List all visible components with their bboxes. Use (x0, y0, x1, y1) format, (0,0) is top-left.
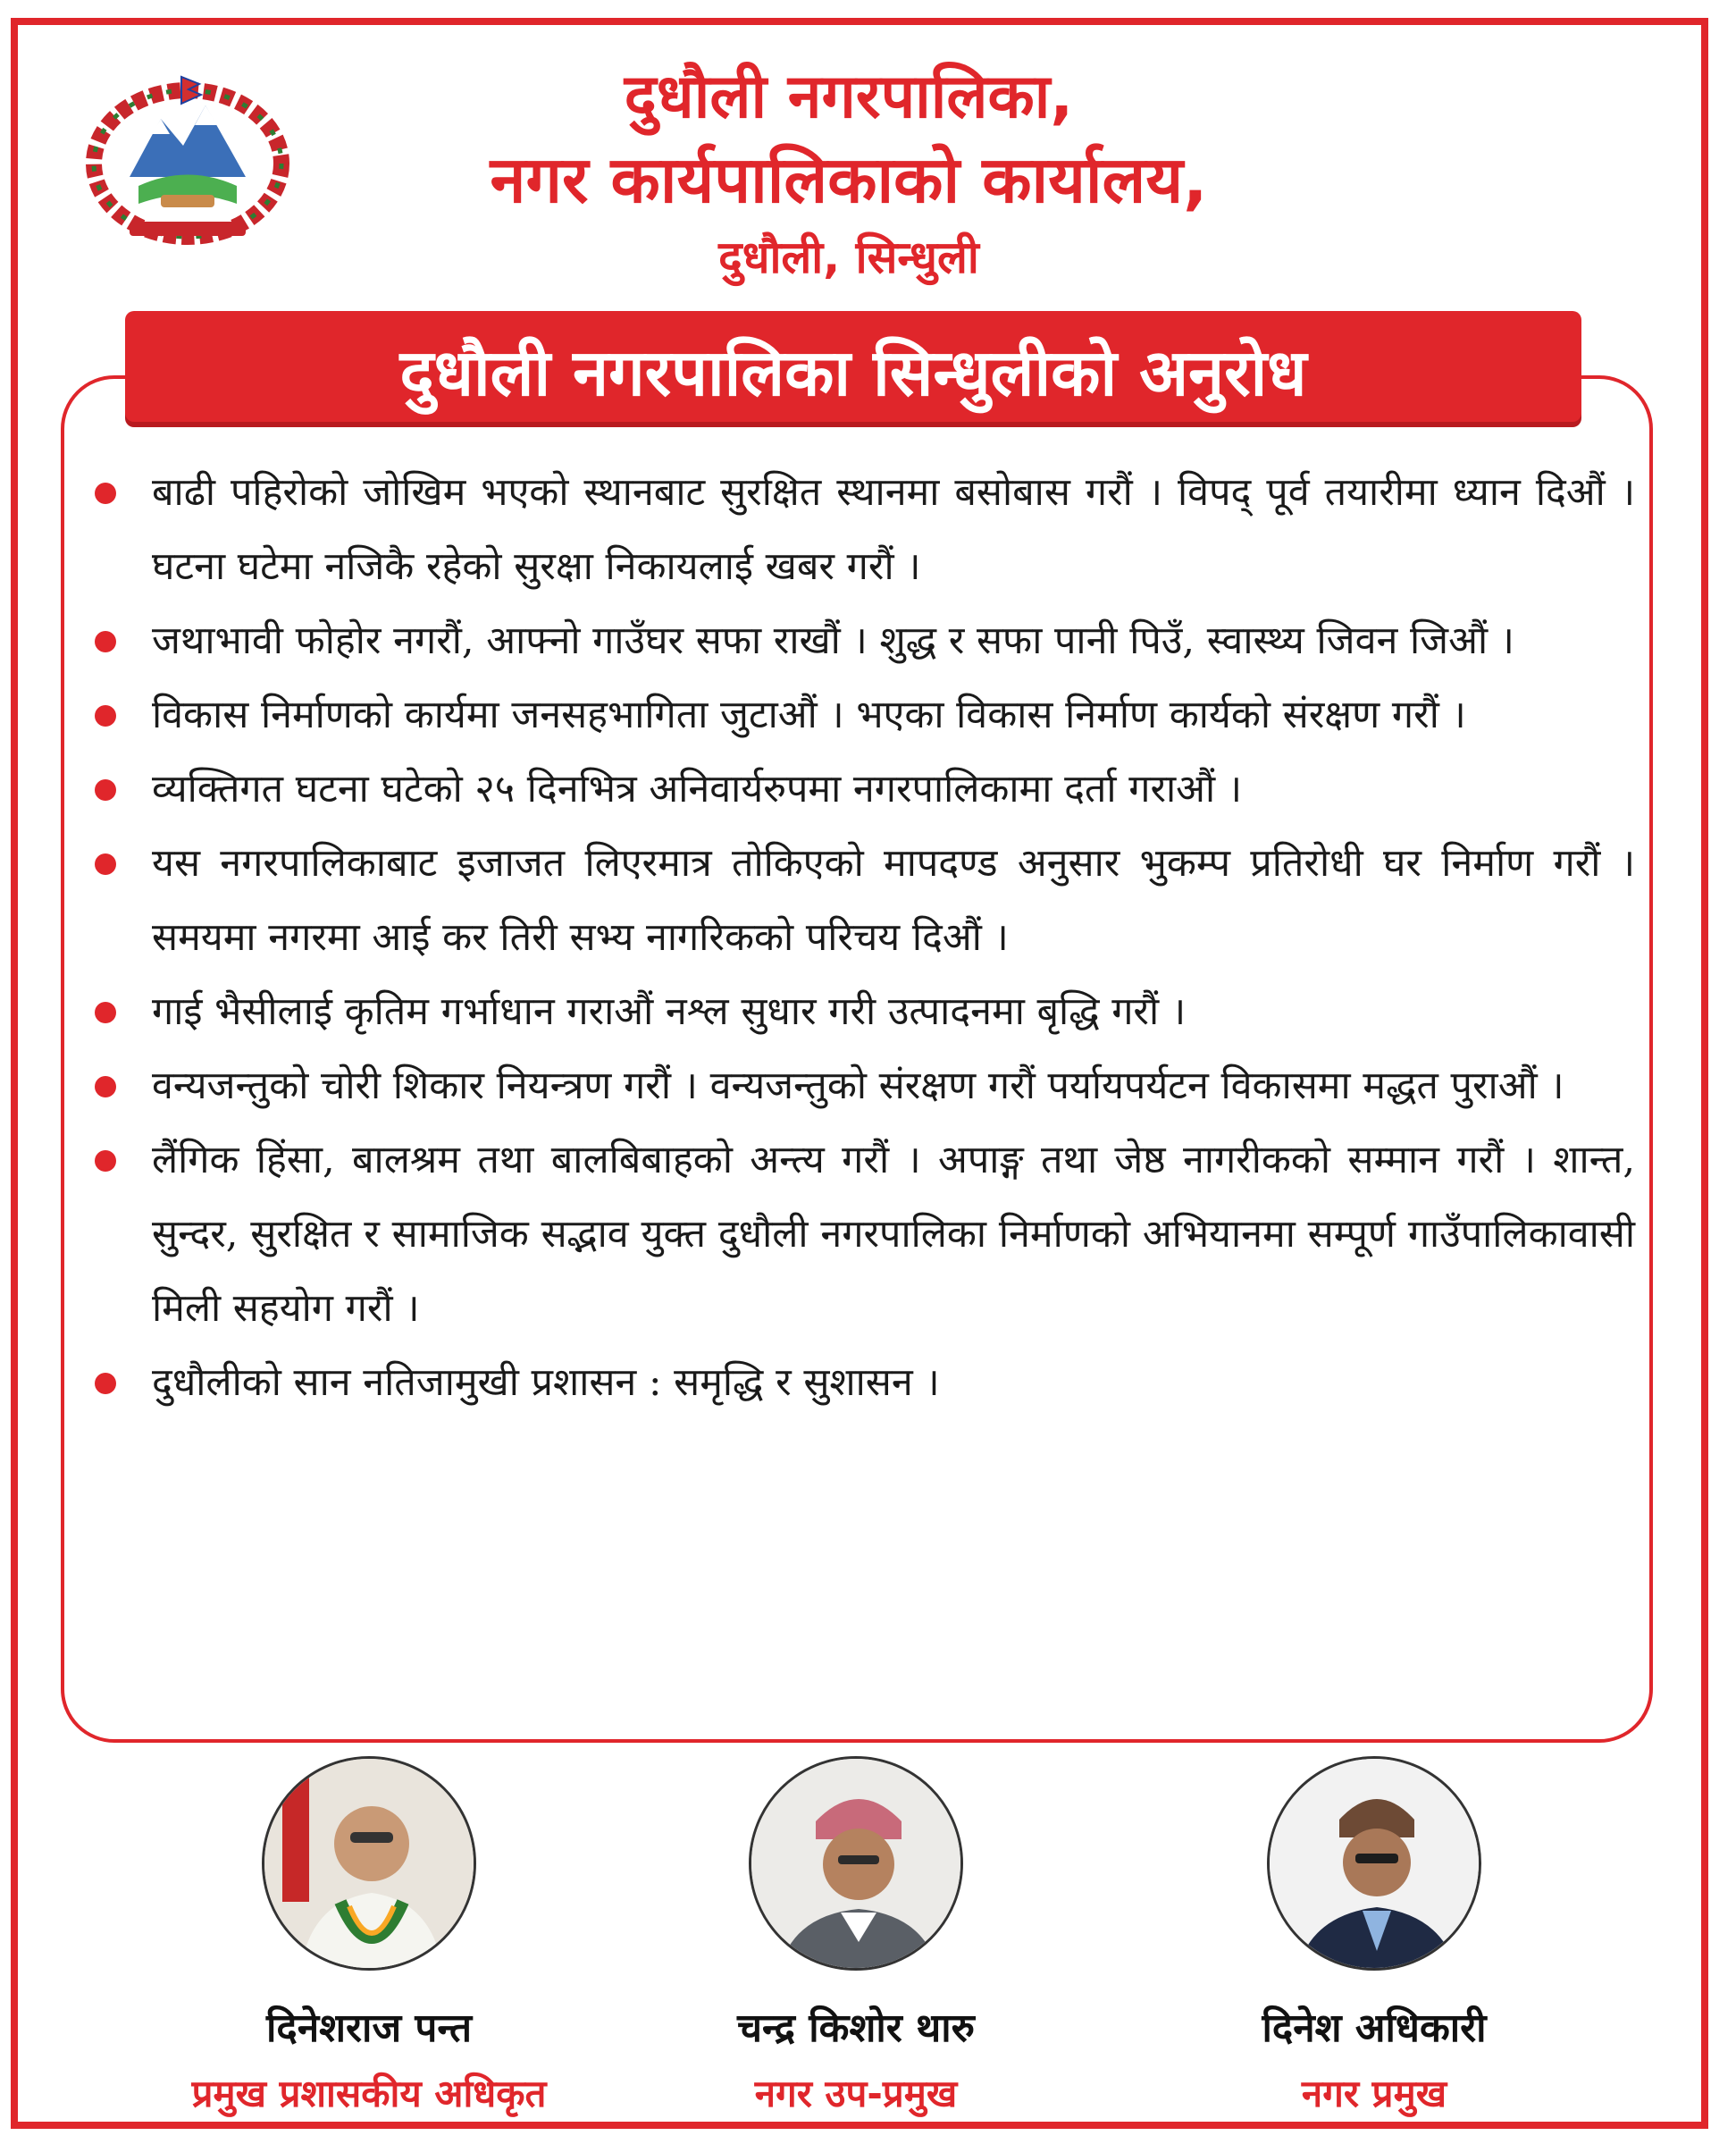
official-card (1142, 1756, 1606, 2118)
nepal-emblem-logo (76, 70, 299, 248)
bullet-icon (95, 1150, 116, 1172)
list-item (89, 753, 1635, 827)
bullet-icon (95, 1002, 116, 1023)
avatar (1267, 1756, 1481, 1971)
official-card (624, 1756, 1088, 2118)
person-photo-icon (751, 1759, 963, 1971)
bullet-icon (95, 631, 116, 652)
list-item-text: विकास निर्माणको कार्यमा जनसहभागिता जुटाऔं । भएका विकास निर्माण कार्यको संरक्षण गरौं । (152, 693, 1466, 737)
bullet-icon (95, 779, 116, 801)
bullet-icon (95, 1076, 116, 1097)
bullet-icon (95, 483, 116, 504)
official-card (137, 1756, 601, 2118)
list-item-text: गाई भैसीलाई कृतिम गर्भाधान गराऔं नश्ल सुधार गरी उत्पादनमा बृद्धि गरौं । (152, 989, 1187, 1034)
avatar (262, 1756, 476, 1971)
appeal-list (89, 456, 1635, 1420)
office-location: दुधौली, सिन्धुली (718, 231, 979, 283)
office-name-line1: दुधौली नगरपालिका, (624, 62, 1074, 132)
list-item (89, 456, 1635, 604)
list-item (89, 678, 1635, 753)
official-name: चन्द्र किशोर थारु (737, 2005, 975, 2051)
list-item-text: बाढी पहिरोको जोखिम भएको स्थानबाट सुरक्षित स्थानमा बसोबास गरौं । विपद् पूर्व तयारीमा ध्यान दिऔं । घटना घटेमा नजिकै रहेको सुरक्षा निकायलाई खबर गरौं । (152, 470, 1635, 589)
list-item-text: यस नगरपालिकाबाट इजाजत लिएरमात्र तोकिएको मापदण्ड अनुसार भुकम्प प्रतिरोधी घर निर्माण गरौं ।समयमा नगरमा आई कर तिरी सभ्य नागरिकको परिचय दिऔं । (152, 841, 1635, 960)
person-photo-icon (264, 1759, 476, 1971)
list-item (89, 604, 1635, 678)
bullet-icon (95, 853, 116, 875)
list-item (89, 1123, 1635, 1346)
person-photo-icon (1270, 1759, 1481, 1971)
official-name: दिनेश अधिकारी (1262, 2005, 1487, 2051)
appeal-banner (125, 311, 1581, 422)
list-item (89, 827, 1635, 975)
list-item-text: लैंगिक हिंसा, बालश्रम तथा बालबिबाहको अन्त्य गरौं । अपाङ्ग तथा जेष्ठ नागरीकको सम्मान गरौं । शान्त, सुन्दर, सुरक्षित र सामाजिक सद्भाव युक्त दुधौली नगरपालिका निर्माणको अभियानमा सम्पूर्ण गाउँपालिकावासी मिली सहयोग गरौं । (152, 1138, 1635, 1331)
list-item-text: जथाभावी फोहोर नगरौं, आफ्नो गाउँघर सफा राखौं । शुद्ध र सफा पानी पिउँ, स्वास्थ्य जिवन जिऔं । (152, 618, 1514, 663)
list-item (89, 1049, 1635, 1123)
avatar (749, 1756, 963, 1971)
list-item-text: वन्यजन्तुको चोरी शिकार नियन्त्रण गरौं । वन्यजन्तुको संरक्षण गरौं पर्यायपर्यटन विकासमा मद्धत पुराऔं । (152, 1064, 1564, 1108)
list-item (89, 975, 1635, 1049)
bullet-icon (95, 705, 116, 727)
list-item-text: व्यक्तिगत घटना घटेको २५ दिनभित्र अनिवार्यरुपमा नगरपालिकामा दर्ता गराऔं । (152, 767, 1243, 811)
banner-title: दुधौली नगरपालिका सिन्धुलीको अनुरोध (399, 335, 1307, 410)
list-item-text: दुधौलीको सान नतिजामुखी प्रशासन : समृद्धि र सुशासन । (152, 1360, 940, 1405)
bullet-icon (95, 1373, 116, 1394)
official-title: प्रमुख प्रशासकीय अधिकृत (191, 2072, 547, 2115)
official-title: नगर प्रमुख (1301, 2072, 1447, 2115)
official-title: नगर उप-प्रमुख (754, 2072, 958, 2115)
list-item (89, 1346, 1635, 1420)
office-name-line2: नगर कार्यपालिकाको कार्यालय, (490, 142, 1208, 217)
official-name: दिनेशराज पन्त (265, 2005, 473, 2051)
